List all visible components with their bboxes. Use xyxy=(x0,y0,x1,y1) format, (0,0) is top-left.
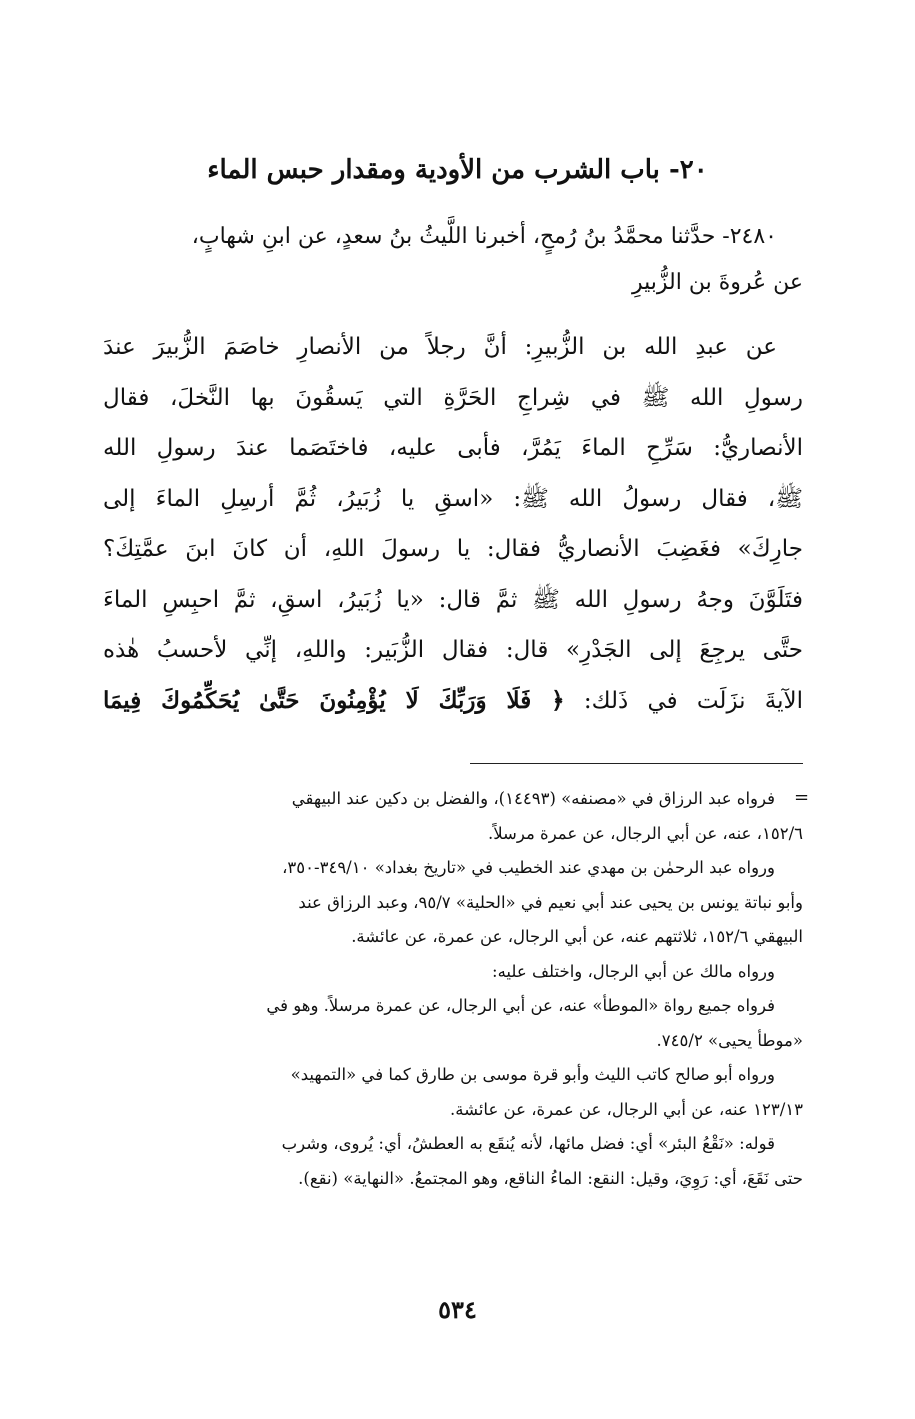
footnote-p1-line-2: ١٥٢/٦، عنه، عن أبي الرجال، عن عمرة مرسلاً. xyxy=(487,823,803,843)
chapter-title: ٢٠- باب الشرب من الأودية ومقدار حبس الماء xyxy=(207,155,708,185)
hadith-line-8-text: الآيةَ نزَلَت في ذَلك: xyxy=(583,687,803,714)
footnote-p5-line-2: ١٢٣/١٣ عنه، عن أبي الرجال، عن عمرة، عن عائشة. xyxy=(450,1099,803,1119)
footnote-p2-line-2: وأبو نباتة يونس بن يحيى عند أبي نعيم في «الحلية» ٩٥/٧، وعبد الرزاق عند xyxy=(298,892,803,912)
footnote-p5-line-1: ورواه أبو صالح كاتب الليث وأبو قرة موسى بن طارق كما في «التمهيد» xyxy=(290,1065,775,1084)
quran-verse: ﴿ فَلَا وَرَبِّكَ لَا يُؤْمِنُونَ حَتَّىٰ يُحَكِّمُوكَ فِيمَا xyxy=(103,686,565,714)
hadith-line-1: عن عبدِ الله بن الزُّبيرِ: أنَّ رجلاً من الأنصارِ خاصَمَ الزُّبيرَ عندَ xyxy=(103,334,777,360)
footnote-p2-line-3: البيهقي ١٥٢/٦، ثلاثتهم عنه، عن أبي الرجال، عن عمرة، عن عائشة. xyxy=(351,927,803,946)
footnote-p1-line-1: فرواه عبد الرزاق في «مصنفه» (١٤٤٩٣)، والفضل بن دكين عند البيهقي xyxy=(291,789,775,808)
chain-line-1: ٢٤٨٠- حدَّثنا محمَّدُ بنُ رُمحٍ، أخبرنا اللَّيثُ بنُ سعدٍ، عن ابنِ شهابٍ، xyxy=(191,224,777,249)
footnote-p4-line-2: «موطأ يحيى» ٧٤٥/٢. xyxy=(656,1030,803,1050)
footnotes xyxy=(103,782,803,1196)
footnote-p6-line-2: حتى نَقَعَ، أي: رَوِيَ، وقيل: النقع: الماءُ الناقع، وهو المجتمعُ. «النهاية» (نقع). xyxy=(298,1168,803,1188)
footnote-p2-line-1: ورواه عبد الرحمٰن بن مهدي عند الخطيب في «تاريخ بغداد» ٣٤٩/١٠-٣٥٠، xyxy=(282,858,775,877)
hadith-line-2: رسولِ الله ﷺ في شِراجِ الحَرَّةِ التي يَسقُونَ بها النَّخلَ، فقال xyxy=(103,384,803,411)
footnote-separator xyxy=(470,763,803,764)
footnote-p4-line-1: فرواه جميع رواة «الموطأ» عنه، عن أبي الرجال، عن عمرة مرسلاً. وهو في xyxy=(266,996,775,1015)
hadith-line-3: الأنصاريُّ: سَرِّحِ الماءَ يَمُرَّ، فأبى عليه، فاختَصَما عندَ رسولِ الله xyxy=(103,435,803,461)
page-number: ٥٣٤ xyxy=(438,1295,477,1324)
footnote-p6-line-1: قوله: «نَقْعُ البئر» أي: فضل مائها، لأنه يُنقَع به العطشُ، أي: يُروى، وشرب xyxy=(281,1134,775,1153)
footnote-p3-line-1: ورواه مالك عن أبي الرجال، واختلف عليه: xyxy=(492,961,775,981)
hadith-text xyxy=(103,322,803,726)
hadith-line-4: ﷺ، فقال رسولُ الله ﷺ: «اسقِ يا زُبَيرُ، ثُمَّ أرسِلِ الماءَ إلى xyxy=(103,485,803,512)
hadith-line-5: جارِكَ» فغَضِبَ الأنصاريُّ فقال: يا رسولَ اللهِ، أن كانَ ابنَ عمَّتِكَ؟ xyxy=(103,536,803,562)
hadith-line-8 xyxy=(103,676,803,727)
hadith-line-7: حتَّى يرجِعَ إلى الجَدْرِ» قال: فقال الزُّبَير: واللهِ، إنِّي لأحسبُ هٰذه xyxy=(103,637,803,663)
footnote-continuation-marker: = xyxy=(794,787,810,808)
hadith-chain xyxy=(103,214,803,306)
chain-line-2: عن عُروةَ بن الزُّبيرِ xyxy=(632,270,803,295)
hadith-line-6: فتَلَوَّنَ وجهُ رسولِ الله ﷺ ثمَّ قال: «يا زُبَيرُ، اسقِ، ثمَّ احبِسِ الماءَ xyxy=(103,586,803,613)
